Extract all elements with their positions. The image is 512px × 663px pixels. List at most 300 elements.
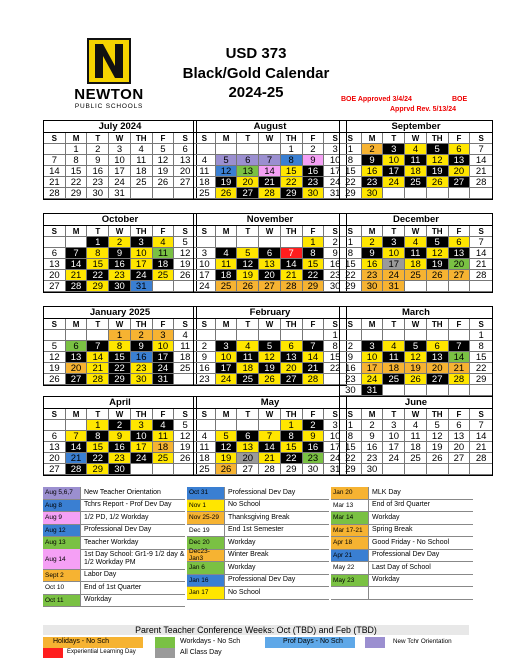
day-cell: 17	[362, 363, 384, 374]
legend-label: Good Friday - No School	[372, 538, 450, 546]
day-cell: 21	[259, 453, 281, 464]
day-cell: 27	[259, 281, 281, 292]
legend-row	[187, 587, 329, 600]
day-cell: 21	[44, 177, 66, 188]
legend-date: Nov 25-29	[187, 512, 225, 524]
title-line-2: Black/Gold Calendar	[182, 64, 330, 82]
day-cell: 28	[470, 453, 492, 464]
weekday-header: M	[66, 226, 88, 237]
weekday-header: S	[324, 409, 346, 420]
weekday-header: S	[44, 226, 66, 237]
day-cell: 7	[66, 248, 88, 259]
key-holidays: Holidays - No Sch	[53, 638, 110, 645]
legend-col-2	[187, 487, 329, 600]
month-september	[339, 120, 493, 200]
legend-date	[331, 587, 369, 599]
day-cell	[470, 464, 492, 475]
day-cell: 15	[109, 352, 131, 363]
weekday-header: TH	[281, 133, 303, 144]
day-cell: 16	[194, 363, 216, 374]
day-cell: 22	[340, 453, 362, 464]
day-cell: 2	[362, 144, 384, 155]
day-cell: 3	[383, 237, 405, 248]
weekday-header: F	[303, 133, 325, 144]
month-title: May	[194, 397, 346, 409]
day-cell: 18	[405, 259, 427, 270]
key-newtchr: New Tchr Orientation	[393, 638, 452, 645]
day-cell: 16	[303, 442, 325, 453]
day-cell: 11	[383, 352, 405, 363]
legend-row	[187, 512, 329, 525]
day-cell: 31	[153, 374, 175, 385]
legend-label: Spring Break	[372, 526, 413, 534]
day-cell: 6	[237, 431, 259, 442]
legend-date: Jan 16	[187, 575, 225, 587]
day-cell: 10	[153, 341, 175, 352]
day-cell: 14	[470, 155, 492, 166]
legend-label: Workday	[228, 538, 256, 546]
day-cell: 21	[303, 363, 325, 374]
weekday-header: TH	[281, 319, 303, 330]
day-cell: 5	[427, 420, 449, 431]
day-cell	[340, 330, 362, 341]
day-cell: 5	[44, 341, 66, 352]
legend-date: Dec 20	[187, 537, 225, 549]
day-cell	[194, 237, 216, 248]
day-cell: 16	[324, 259, 346, 270]
day-cell: 1	[87, 420, 109, 431]
legend-row	[331, 562, 473, 575]
weekday-header: W	[259, 409, 281, 420]
day-cell: 7	[449, 341, 471, 352]
day-cell: 7	[44, 155, 66, 166]
day-cell: 4	[194, 431, 216, 442]
day-cell: 12	[405, 352, 427, 363]
legend-row	[43, 512, 185, 525]
day-cell: 11	[405, 431, 427, 442]
day-cell: 21	[449, 363, 471, 374]
weekday-header: W	[405, 133, 427, 144]
weekday-header: S	[174, 226, 196, 237]
legend-date: Aug 5,6,7	[43, 487, 81, 499]
legend-row	[43, 537, 185, 550]
legend-row	[331, 487, 473, 500]
day-cell: 19	[405, 363, 427, 374]
day-cell: 8	[281, 431, 303, 442]
day-cell: 15	[340, 166, 362, 177]
day-cell: 3	[383, 420, 405, 431]
day-cell	[153, 188, 175, 199]
weekday-header: S	[44, 409, 66, 420]
day-cell: 25	[405, 453, 427, 464]
day-cell: 30	[303, 464, 325, 475]
day-cell	[405, 188, 427, 199]
page-title	[178, 44, 334, 103]
weekday-header: T	[87, 226, 109, 237]
legend-label: New Teacher Orientation	[84, 488, 161, 496]
legend-row	[43, 570, 185, 583]
month-december	[339, 213, 493, 293]
day-cell: 26	[216, 188, 238, 199]
day-cell: 13	[174, 155, 196, 166]
day-cell: 19	[427, 166, 449, 177]
key-allclass-swatch	[155, 648, 175, 658]
month-january-2025	[43, 306, 197, 386]
weekday-header: S	[174, 319, 196, 330]
weekday-header: S	[174, 409, 196, 420]
legend-date: Mar 17-21	[331, 525, 369, 537]
day-cell: 20	[44, 270, 66, 281]
legend-label: Workday	[372, 576, 400, 584]
day-cell: 3	[216, 341, 238, 352]
day-cell: 18	[405, 166, 427, 177]
day-cell: 1	[87, 237, 109, 248]
day-cell: 3	[131, 237, 153, 248]
legend-label: End of 3rd Quarter	[372, 501, 430, 509]
weekday-header: F	[449, 409, 471, 420]
day-cell: 6	[237, 155, 259, 166]
day-cell: 7	[259, 431, 281, 442]
day-cell: 18	[216, 270, 238, 281]
day-cell: 26	[427, 177, 449, 188]
day-cell: 8	[87, 248, 109, 259]
day-cell: 6	[44, 248, 66, 259]
weekday-header: TH	[427, 133, 449, 144]
day-cell: 27	[66, 374, 88, 385]
day-cell: 17	[383, 442, 405, 453]
weekday-header: F	[303, 319, 325, 330]
weekday-header: M	[216, 319, 238, 330]
day-cell: 9	[109, 431, 131, 442]
day-cell: 2	[131, 330, 153, 341]
day-cell: 20	[237, 453, 259, 464]
day-cell: 5	[405, 341, 427, 352]
day-cell: 13	[259, 259, 281, 270]
day-cell: 13	[44, 259, 66, 270]
legend-date: Nov 1	[187, 500, 225, 512]
day-cell: 26	[44, 374, 66, 385]
day-cell: 22	[281, 453, 303, 464]
weekday-header: S	[340, 319, 362, 330]
day-cell: 4	[131, 144, 153, 155]
legend-row	[43, 487, 185, 500]
day-cell: 14	[281, 259, 303, 270]
day-cell	[405, 330, 427, 341]
day-cell: 11	[174, 341, 196, 352]
day-cell: 28	[87, 374, 109, 385]
weekday-header: S	[194, 409, 216, 420]
month-grid	[340, 133, 492, 199]
weekday-header: T	[87, 133, 109, 144]
legend-row	[187, 525, 329, 538]
day-cell: 10	[194, 259, 216, 270]
legend-label: End of 1st Quarter	[84, 583, 142, 591]
day-cell: 5	[216, 155, 238, 166]
weekday-header: S	[340, 226, 362, 237]
month-title: August	[194, 121, 346, 133]
day-cell: 2	[109, 237, 131, 248]
day-cell: 17	[194, 270, 216, 281]
day-cell: 27	[237, 188, 259, 199]
day-cell: 9	[194, 352, 216, 363]
day-cell: 11	[194, 166, 216, 177]
day-cell: 15	[87, 442, 109, 453]
weekday-header: TH	[131, 319, 153, 330]
day-cell: 17	[383, 166, 405, 177]
day-cell: 19	[259, 363, 281, 374]
weekday-header: W	[109, 319, 131, 330]
day-cell: 12	[427, 248, 449, 259]
day-cell: 14	[470, 248, 492, 259]
day-cell: 28	[470, 270, 492, 281]
day-cell: 7	[470, 237, 492, 248]
ptc-notice: Parent Teacher Conference Weeks: Oct (TBD) and Feb (TBD)	[43, 625, 469, 635]
legend-date: Dec 19	[187, 525, 225, 537]
day-cell: 3	[131, 420, 153, 431]
day-cell	[153, 464, 175, 475]
day-cell: 7	[87, 341, 109, 352]
day-cell: 24	[109, 177, 131, 188]
day-cell: 14	[66, 259, 88, 270]
weekday-header: TH	[427, 319, 449, 330]
day-cell: 21	[470, 166, 492, 177]
day-cell: 7	[281, 248, 303, 259]
day-cell: 27	[174, 177, 196, 188]
day-cell: 26	[153, 177, 175, 188]
month-grid	[340, 319, 492, 396]
legend-row	[331, 537, 473, 550]
weekday-header: S	[44, 133, 66, 144]
day-cell	[237, 420, 259, 431]
day-cell: 1	[324, 330, 346, 341]
weekday-header: S	[194, 319, 216, 330]
day-cell	[194, 330, 216, 341]
day-cell	[153, 281, 175, 292]
day-cell: 8	[303, 248, 325, 259]
day-cell: 2	[109, 420, 131, 431]
day-cell: 24	[131, 453, 153, 464]
day-cell: 8	[87, 431, 109, 442]
weekday-header: S	[194, 133, 216, 144]
day-cell	[87, 330, 109, 341]
weekday-header: S	[324, 133, 346, 144]
weekday-header: S	[470, 319, 492, 330]
weekday-header: T	[237, 319, 259, 330]
weekday-header: S	[470, 226, 492, 237]
day-cell	[383, 330, 405, 341]
day-cell: 16	[87, 166, 109, 177]
day-cell: 18	[174, 352, 196, 363]
day-cell	[216, 144, 238, 155]
weekday-header: M	[66, 319, 88, 330]
day-cell: 12	[427, 155, 449, 166]
day-cell	[449, 464, 471, 475]
day-cell	[405, 385, 427, 396]
day-cell: 28	[303, 374, 325, 385]
day-cell: 13	[281, 352, 303, 363]
day-cell: 17	[324, 166, 346, 177]
day-cell: 12	[174, 248, 196, 259]
day-cell: 31	[324, 464, 346, 475]
day-cell: 23	[362, 177, 384, 188]
weekday-header: S	[340, 133, 362, 144]
day-cell: 23	[362, 453, 384, 464]
legend-col-3	[331, 487, 473, 600]
day-cell	[427, 330, 449, 341]
day-cell: 7	[259, 155, 281, 166]
day-cell: 9	[362, 431, 384, 442]
day-cell: 14	[303, 352, 325, 363]
day-cell	[281, 237, 303, 248]
day-cell: 22	[87, 270, 109, 281]
day-cell: 19	[216, 453, 238, 464]
weekday-header: W	[259, 319, 281, 330]
day-cell: 12	[237, 259, 259, 270]
day-cell: 31	[109, 188, 131, 199]
day-cell: 10	[383, 248, 405, 259]
month-title: September	[340, 121, 492, 133]
key-exp-swatch	[43, 648, 63, 658]
day-cell: 6	[66, 341, 88, 352]
n-logo-icon	[87, 38, 131, 84]
day-cell: 16	[109, 442, 131, 453]
legend-row	[187, 562, 329, 575]
day-cell: 29	[87, 464, 109, 475]
day-cell: 19	[153, 166, 175, 177]
weekday-header: T	[87, 409, 109, 420]
legend-date: Aug 9	[43, 512, 81, 524]
day-cell	[449, 330, 471, 341]
day-cell	[303, 330, 325, 341]
day-cell: 27	[449, 453, 471, 464]
legend-row	[187, 487, 329, 500]
day-cell: 28	[259, 464, 281, 475]
legend-label: End 1st Semester	[228, 526, 284, 534]
weekday-header: F	[153, 133, 175, 144]
day-cell: 13	[237, 166, 259, 177]
day-cell: 28	[66, 464, 88, 475]
weekday-header: TH	[131, 226, 153, 237]
day-cell: 5	[174, 237, 196, 248]
weekday-header: S	[340, 409, 362, 420]
day-cell: 27	[44, 464, 66, 475]
day-cell: 31	[131, 281, 153, 292]
legend-date: Oct 10	[43, 582, 81, 594]
day-cell: 27	[449, 177, 471, 188]
weekday-header: W	[405, 226, 427, 237]
day-cell: 9	[303, 431, 325, 442]
day-cell: 28	[470, 177, 492, 188]
day-cell: 1	[109, 330, 131, 341]
day-cell: 10	[383, 155, 405, 166]
day-cell	[470, 385, 492, 396]
day-cell: 19	[427, 442, 449, 453]
day-cell: 31	[324, 188, 346, 199]
day-cell: 9	[340, 352, 362, 363]
weekday-header: F	[303, 226, 325, 237]
day-cell: 30	[362, 464, 384, 475]
legend-row	[331, 500, 473, 513]
key-allclass: All Class Day	[180, 649, 222, 656]
day-cell: 2	[87, 144, 109, 155]
day-cell: 4	[153, 237, 175, 248]
logo-name: NEWTON	[74, 86, 144, 103]
day-cell: 8	[281, 155, 303, 166]
day-cell: 29	[87, 281, 109, 292]
day-cell: 23	[131, 363, 153, 374]
day-cell: 21	[66, 453, 88, 464]
day-cell: 4	[405, 144, 427, 155]
legend-date: Mar 13	[331, 500, 369, 512]
weekday-header: TH	[281, 226, 303, 237]
month-grid	[194, 226, 346, 292]
month-grid	[44, 409, 196, 475]
day-cell: 20	[449, 166, 471, 177]
day-cell: 17	[153, 352, 175, 363]
day-cell: 30	[362, 281, 384, 292]
day-cell	[449, 281, 471, 292]
day-cell: 11	[131, 155, 153, 166]
day-cell	[131, 464, 153, 475]
day-cell: 25	[194, 464, 216, 475]
day-cell: 15	[470, 352, 492, 363]
day-cell: 8	[340, 248, 362, 259]
day-cell: 3	[194, 248, 216, 259]
weekday-header: S	[174, 133, 196, 144]
day-cell: 29	[340, 464, 362, 475]
day-cell: 20	[427, 363, 449, 374]
day-cell: 24	[131, 270, 153, 281]
legend-label: Professional Dev Day	[372, 551, 440, 559]
day-cell: 5	[174, 420, 196, 431]
weekday-header: W	[109, 133, 131, 144]
day-cell: 12	[259, 352, 281, 363]
month-title: January 2025	[44, 307, 196, 319]
day-cell	[405, 281, 427, 292]
day-cell: 8	[340, 431, 362, 442]
legend-date: Oct 11	[43, 595, 81, 607]
day-cell: 29	[281, 464, 303, 475]
day-cell	[44, 237, 66, 248]
day-cell	[216, 420, 238, 431]
weekday-header: M	[362, 409, 384, 420]
day-cell: 16	[340, 363, 362, 374]
title-line-1: USD 373	[225, 45, 287, 62]
day-cell: 25	[237, 374, 259, 385]
month-june	[339, 396, 493, 476]
day-cell: 5	[216, 431, 238, 442]
day-cell: 10	[109, 155, 131, 166]
month-march	[339, 306, 493, 397]
legend-date: Mar 14	[331, 512, 369, 524]
legend-row	[43, 595, 185, 608]
legend-label: Workday	[372, 513, 400, 521]
day-cell: 14	[259, 166, 281, 177]
day-cell	[237, 237, 259, 248]
day-cell	[383, 188, 405, 199]
weekday-header: M	[66, 409, 88, 420]
day-cell: 21	[259, 177, 281, 188]
weekday-header: W	[405, 319, 427, 330]
day-cell	[449, 385, 471, 396]
day-cell: 25	[131, 177, 153, 188]
day-cell: 13	[449, 248, 471, 259]
day-cell: 12	[216, 442, 238, 453]
day-cell: 1	[340, 237, 362, 248]
month-july-2024	[43, 120, 197, 200]
day-cell: 1	[66, 144, 88, 155]
key-newtchr-swatch	[365, 637, 385, 648]
